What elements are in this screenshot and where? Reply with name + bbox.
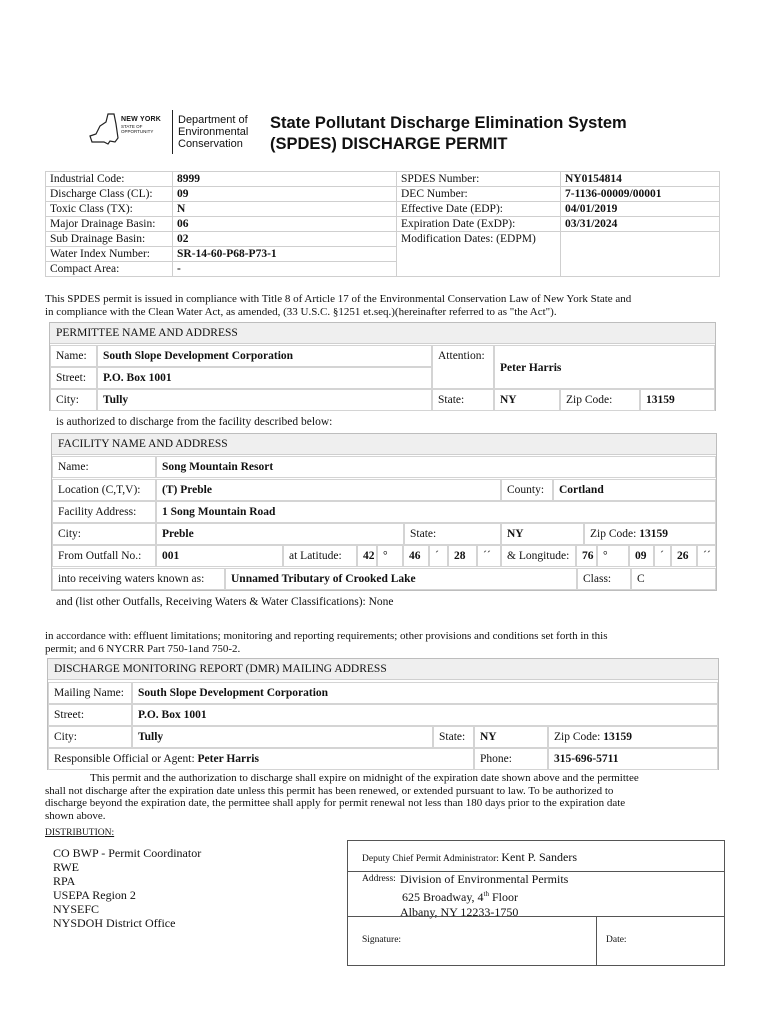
facility-state: NY (501, 523, 584, 545)
logo-ny-text: NEW YORK (121, 116, 161, 123)
list-item: NYSDOH District Office (53, 916, 176, 930)
permittee-name: South Slope Development Corporation (97, 345, 432, 367)
authorized-text: is authorized to discharge from the facility described below: (56, 416, 333, 428)
longitude-seconds: 26 (671, 545, 697, 567)
list-item: CO BWP - Permit Coordinator (53, 846, 202, 860)
facility-zip: 13159 (639, 528, 668, 540)
dmr-zip: 13159 (603, 731, 632, 743)
list-item: RWE (53, 860, 79, 874)
longitude-degrees: 76 (576, 545, 597, 567)
other-outfalls-text: and (list other Outfalls, Receiving Waters & Water Classifications): None (56, 596, 394, 608)
page-title: State Pollutant Discharge Elimination System (SPDES) DISCHARGE PERMIT (270, 114, 627, 153)
dmr-section: DISCHARGE MONITORING REPORT (DMR) MAILING ADDRESS Mailing Name: South Slope Development Corporation Street: P.O. Box 1001 City: Tully State: NY Zip Code: 13159 Responsible Official or Agent: Peter Harris Phone: 315-696-5711 (47, 658, 719, 770)
longitude-minutes: 09 (629, 545, 654, 567)
dmr-phone: 315-696-5711 (548, 748, 718, 770)
logo-divider (172, 110, 173, 154)
permittee-city: Tully (97, 389, 432, 411)
logo-ny-subtext: STATE OF OPPORTUNITY (121, 124, 154, 134)
permittee-state: NY (494, 389, 560, 411)
latitude-seconds: 28 (448, 545, 477, 567)
dmr-mailing-name: South Slope Development Corporation (132, 682, 718, 704)
facility-county: Cortland (553, 479, 716, 501)
permittee-section: PERMITTEE NAME AND ADDRESS Name: South Slope Development Corporation Attention: Peter Harris Street: P.O. Box 1001 City: Tully State: NY Zip Code: 13159 (49, 322, 716, 411)
dmr-city: Tully (132, 726, 433, 748)
list-item: RPA (53, 874, 76, 888)
facility-location: (T) Preble (156, 479, 501, 501)
signature-field[interactable]: Signature: (362, 935, 402, 945)
permit-info-table: Industrial Code: 8999 SPDES Number: NY0154814 Discharge Class (CL): 09 DEC Number: 7-1136-00009/00001 Toxic Class (TX): N Effective Date (EDP): 04/01/2019 Major Drainage Basin: 06 Expiration Date (ExDP): 03/31/2024 Sub Drainage Basin: 02 Modification Dates: (EDPM) Water Index Number: SR-14-60-P68-P73-1 Compact Area: - (45, 171, 720, 277)
dmr-official: Peter Harris (197, 753, 259, 765)
new-york-state-outline-icon (88, 112, 120, 148)
dmr-street: P.O. Box 1001 (132, 704, 718, 726)
facility-city: Preble (156, 523, 404, 545)
list-item: USEPA Region 2 (53, 888, 136, 902)
permittee-zip: 13159 (640, 389, 715, 411)
list-item: NYSEFC (53, 902, 100, 916)
nysdec-logo (88, 108, 258, 156)
facility-address: 1 Song Mountain Road (156, 501, 716, 523)
distribution-label: DISTRIBUTION: (45, 828, 115, 838)
permittee-street: P.O. Box 1001 (97, 367, 432, 389)
dmr-state: NY (474, 726, 548, 748)
signature-box: Deputy Chief Permit Administrator: Kent P. Sanders Address: Division of Environmental Permits 625 Broadway, 4th Floor Albany, NY 12233-1750 Signature: Date: (347, 840, 725, 966)
latitude-minutes: 46 (403, 545, 429, 567)
dmr-header: DISCHARGE MONITORING REPORT (DMR) MAILING ADDRESS (48, 659, 718, 680)
administrator-name: Kent P. Sanders (501, 850, 577, 864)
facility-section: FACILITY NAME AND ADDRESS Name: Song Mountain Resort Location (C,T,V): (T) Preble County: Cortland Facility Address: 1 Song Mountain Road City: Preble State: NY Zip Code: 13159 From Outfall No.: 001 at Latitude: 42 ° 46 ´ 28 ´´ & Longitude: 76 ° 09 ´ 26 ´´ into receiving waters known as: Unnamed Tributary of Crooked Lake Class: C (51, 433, 717, 591)
latitude-degrees: 42 (357, 545, 377, 567)
distribution-list (53, 846, 201, 930)
facility-name: Song Mountain Resort (156, 456, 716, 478)
receiving-waters: Unnamed Tributary of Crooked Lake (225, 568, 577, 590)
facility-header: FACILITY NAME AND ADDRESS (52, 434, 716, 455)
facility-outfall: 001 (156, 545, 283, 567)
permittee-attention: Peter Harris (494, 345, 715, 389)
logo-department: Department of Environmental Conservation (178, 114, 249, 150)
administrator-address: Division of Environmental Permits 625 Broadway, 4th Floor Albany, NY 12233-1750 (400, 872, 569, 919)
permittee-header: PERMITTEE NAME AND ADDRESS (50, 323, 715, 344)
water-class: C (631, 568, 716, 590)
expiration-paragraph: This permit and the authorization to discharge shall expire on midnight of the expiration date shown above and the permittee shall not discharge after the expiration date unless this permit has been renewed, or extended pursuant to law. To be authorized to discharge beyond the expiration date, the permittee shall apply for permit renewal not less than 180 days prior to the expiration date shown above. (45, 772, 639, 822)
compliance-paragraph: This SPDES permit is issued in compliance with Title 8 of Article 17 of the Environmental Conservation Law of New York State and in compliance with the Clean Water Act, as amended, (33 U.S.C. §1251 et.seq.)(hereinafter referred to as "the Act"). (45, 293, 632, 318)
accordance-paragraph: in accordance with: effluent limitations; monitoring and reporting requirements; other provisions and conditions set forth in this permit; and 6 NYCRR Part 750-1and 750-2. (45, 630, 608, 655)
date-field[interactable]: Date: (606, 935, 627, 945)
